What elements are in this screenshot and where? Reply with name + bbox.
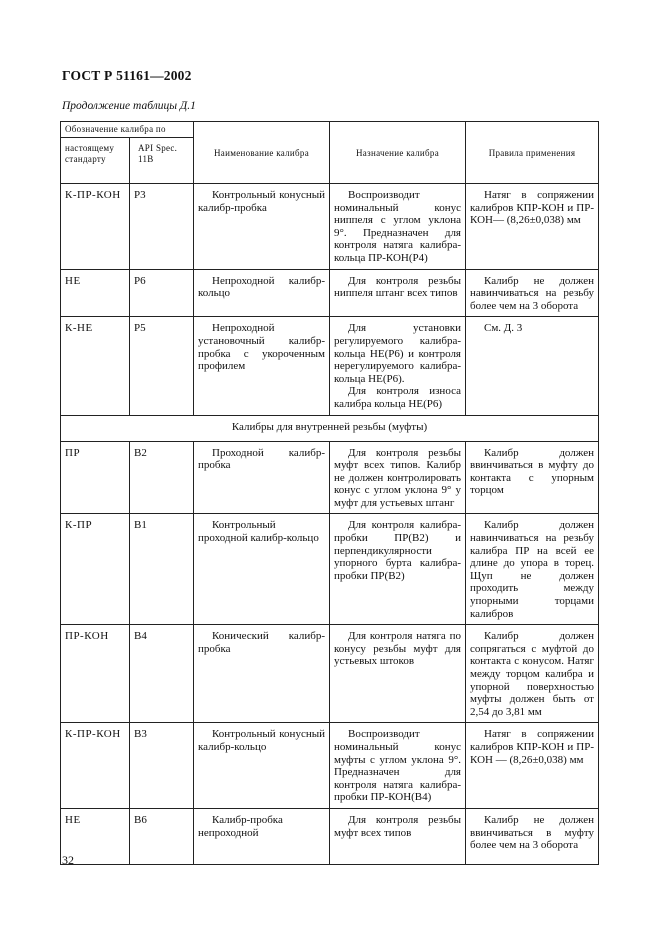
cell-designation: К-ПР-КОН <box>61 723 130 809</box>
cell-designation: ПР-КОН <box>61 625 130 723</box>
cell-api: P6 <box>130 269 194 317</box>
header-this-standard: настоящему стандарту <box>61 138 130 184</box>
table-row <box>61 625 599 723</box>
table-row <box>61 269 599 317</box>
cell-purpose: Воспроизводит номинальный конус муфты с углом уклона 9°. Предназначен для контроля натяга калибра-пробки ПР-КОН(В4) <box>330 723 466 809</box>
header-purpose: Назначение калибра <box>330 122 466 184</box>
cell-purpose: Для контроля натяга по конусу резьбы муфт для устьевых штоков <box>330 625 466 723</box>
cell-purpose: Воспроизводит номинальный конус ниппеля с углом уклона 9°. Предназначен для контроля натяга калибра-кольца ПР-КОН(Р4) <box>330 184 466 270</box>
table-caption: Продолжение таблицы Д.1 <box>62 100 196 112</box>
cell-name: Контрольный конусный калибр-пробка <box>194 184 330 270</box>
cell-designation: К-ПР <box>61 514 130 625</box>
section-title: Калибры для внутренней резьбы (муфты) <box>61 415 599 441</box>
table-row <box>61 514 599 625</box>
cell-designation: НЕ <box>61 808 130 864</box>
table-row <box>61 808 599 864</box>
cell-name: Проходной калибр-пробка <box>194 441 330 514</box>
cell-purpose: Для контроля резьбы муфт всех типов. Калибр не должен контролировать конус с углом уклона 9° у муфт для устьевых штанг <box>330 441 466 514</box>
cell-rules: Калибр не должен ввинчиваться в муфту более чем на 3 оборота <box>466 808 599 864</box>
section-row <box>61 415 599 441</box>
cell-designation: ПР <box>61 441 130 514</box>
header-rules: Правила применения <box>466 122 599 184</box>
cell-name: Контрольный проходной калибр-кольцо <box>194 514 330 625</box>
cell-api: B2 <box>130 441 194 514</box>
cell-rules: Натяг в сопряжении калибров КПР-КОН и ПР-КОН — (8,26±0,038) мм <box>466 723 599 809</box>
cell-api: P3 <box>130 184 194 270</box>
cell-api: B3 <box>130 723 194 809</box>
cell-name: Непроходной калибр-кольцо <box>194 269 330 317</box>
cell-designation: НЕ <box>61 269 130 317</box>
cell-api: B6 <box>130 808 194 864</box>
header-designation-group: Обозначение калибра по <box>61 122 194 138</box>
table-row <box>61 317 599 415</box>
cell-purpose: Для контроля калибра-пробки ПР(В2) и перпендикулярности упорного бурта калибра-пробки ПР(В2) <box>330 514 466 625</box>
cell-rules: См. Д. 3 <box>466 317 599 415</box>
page-number: 32 <box>62 853 74 867</box>
gauge-table <box>60 121 599 865</box>
cell-rules: Калибр должен ввинчиваться в муфту до контакта с упорным торцом <box>466 441 599 514</box>
cell-name: Конический калибр-пробка <box>194 625 330 723</box>
header-api: API Spec. 11B <box>130 138 194 184</box>
cell-name: Контрольный конусный калибр-кольцо <box>194 723 330 809</box>
cell-purpose: Для контроля резьбы муфт всех типов <box>330 808 466 864</box>
cell-purpose: Для контроля резьбы ниппеля штанг всех типов <box>330 269 466 317</box>
cell-rules: Калибр не должен навинчиваться на резьбу более чем на 3 оборота <box>466 269 599 317</box>
cell-rules: Натяг в сопряжении калибров КПР-КОН и ПР-КОН— (8,26±0,038) мм <box>466 184 599 270</box>
table-header-row <box>61 122 599 138</box>
cell-rules: Калибр должен навинчиваться на резьбу калибра ПР на всей ее длине до упора в торец. Щуп не должен проходить между упорными торцами калибров <box>466 514 599 625</box>
purpose-paragraph: Для установки регулируемого калибра-кольца НЕ(Р6) и контроля нерегулируемого калибра-кольца НЕ(Р6). <box>334 322 461 385</box>
document-header: ГОСТ Р 51161—2002 <box>62 68 192 83</box>
header-name: Наименование калибра <box>194 122 330 184</box>
purpose-paragraph: Для контроля износа калибра кольца НЕ(Р6) <box>334 385 461 410</box>
cell-api: P5 <box>130 317 194 415</box>
table-row <box>61 184 599 270</box>
cell-designation: К-НЕ <box>61 317 130 415</box>
cell-purpose <box>330 317 466 415</box>
cell-designation: К-ПР-КОН <box>61 184 130 270</box>
cell-api: B1 <box>130 514 194 625</box>
table-row <box>61 723 599 809</box>
cell-name: Непроходной установочный калибр-пробка с укороченным профилем <box>194 317 330 415</box>
cell-api: B4 <box>130 625 194 723</box>
cell-rules: Калибр должен сопрягаться с муфтой до контакта с конусом. Натяг между торцом калибра и упорной поверхностью муфты должен быть от 2,54 до 3,81 мм <box>466 625 599 723</box>
cell-name: Калибр-пробка непроходной <box>194 808 330 864</box>
table-row <box>61 441 599 514</box>
